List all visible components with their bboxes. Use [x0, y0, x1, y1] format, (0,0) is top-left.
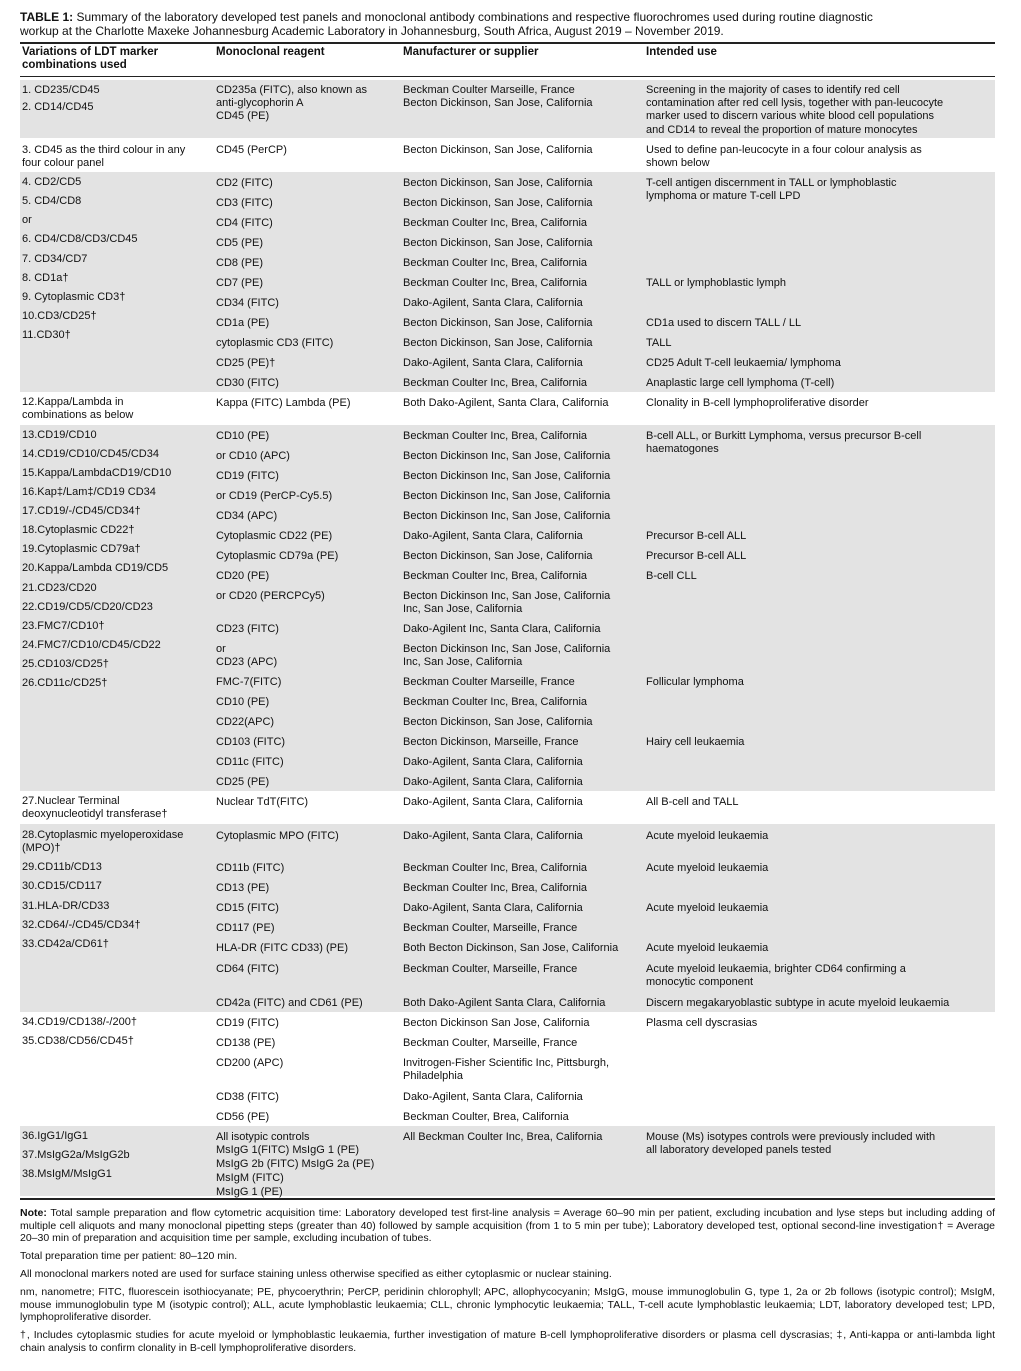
ldt-marker-combination-line: 30.CD15/CD117: [22, 880, 102, 892]
monoclonal-reagent-line: HLA-DR (FITC CD33) (PE): [216, 942, 349, 954]
ldt-marker-combination-line: 28.Cytoplasmic myeloperoxidase: [22, 829, 184, 841]
ldt-marker-combination-line: (MPO)†: [22, 842, 61, 854]
monoclonal-reagent-line: CD1a (PE): [216, 317, 270, 329]
intended-use-line: marker used to discern various white blood cell populations: [646, 110, 934, 122]
manufacturer-line: Becton Dickinson, San Jose, California: [403, 337, 593, 349]
monoclonal-reagent-line: CD34 (FITC): [216, 297, 279, 309]
manufacturer-line: Becton Dickinson, San Jose, California: [403, 716, 593, 728]
manufacturer-line: Becton Dickinson San Jose, California: [403, 1017, 590, 1029]
manufacturer-line: Dako-Agilent, Santa Clara, California: [403, 1091, 583, 1103]
ldt-marker-combination-line: 3. CD45 as the third colour in any: [22, 144, 186, 156]
ldt-marker-combination-line: 13.CD19/CD10: [22, 429, 97, 441]
monoclonal-reagent-line: CD30 (FITC): [216, 377, 279, 389]
manufacturer-line: Beckman Coulter, Marseille, France: [403, 963, 578, 975]
ldt-marker-combination-line: 4. CD2/CD5: [22, 176, 82, 188]
ldt-marker-combination-line: 14.CD19/CD10/CD45/CD34: [22, 448, 159, 460]
manufacturer-line: Beckman Coulter Inc, Brea, California: [403, 862, 588, 874]
header-rule: [20, 76, 995, 77]
manufacturer-line: Beckman Coulter Inc, Brea, California: [403, 257, 588, 269]
ldt-marker-combination-line: 26.CD11c/CD25†: [22, 677, 108, 689]
intended-use-line: Hairy cell leukaemia: [646, 736, 745, 748]
intended-use-line: Acute myeloid leukaemia, brighter CD64 confirming a: [646, 963, 906, 975]
ldt-marker-combination-line: 1. CD235/CD45: [22, 84, 100, 96]
intended-use-line: Screening in the majority of cases to identify red cell: [646, 84, 900, 96]
monoclonal-reagent-line: CD10 (PE): [216, 696, 270, 708]
manufacturer-line: Dako-Agilent, Santa Clara, California: [403, 830, 583, 842]
ldt-marker-combination-line: 18.Cytoplasmic CD22†: [22, 524, 135, 536]
manufacturer-line: Dako-Agilent, Santa Clara, California: [403, 902, 583, 914]
monoclonal-reagent-line: Nuclear TdT(FITC): [216, 796, 309, 808]
ldt-marker-combination-line: 22.CD19/CD5/CD20/CD23: [22, 601, 153, 613]
monoclonal-reagent-line: CD138 (PE): [216, 1037, 276, 1049]
monoclonal-reagent-line: FMC-7(FITC): [216, 676, 282, 688]
manufacturer-line: Dako-Agilent, Santa Clara, California: [403, 796, 583, 808]
manufacturer-line: Beckman Coulter, Brea, California: [403, 1111, 569, 1123]
intended-use-line: CD1a used to discern TALL / LL: [646, 317, 802, 329]
monoclonal-reagent-line: Kappa (FITC) Lambda (PE): [216, 397, 351, 409]
manufacturer-line: Becton Dickinson, San Jose, California: [403, 144, 593, 156]
manufacturer-line: Beckman Coulter Inc, Brea, California: [403, 377, 588, 389]
manufacturer-line: Dako-Agilent, Santa Clara, California: [403, 530, 583, 542]
manufacturer-line: Becton Dickinson Inc, San Jose, California: [403, 643, 611, 655]
manufacturer-line: Both Becton Dickinson, San Jose, California: [403, 942, 619, 954]
caption-line2: workup at the Charlotte Maxeke Johannesburg Academic Laboratory in Johannesburg, South Africa, August 2019 – November 2019.: [20, 24, 724, 38]
manufacturer-line: Becton Dickinson, San Jose, California: [403, 237, 593, 249]
monoclonal-reagent-line: CD103 (FITC): [216, 736, 286, 748]
surface-staining-note: All monoclonal markers noted are used for surface staining unless otherwise specified as either cytoplasmic or nuclear staining.: [20, 1268, 612, 1280]
monoclonal-reagent-line: or CD19 (PerCP-Cy5.5): [216, 490, 333, 502]
ldt-marker-combination-line: 7. CD34/CD7: [22, 253, 88, 265]
header-col4: Intended use: [646, 46, 717, 58]
monoclonal-reagent-line: CD42a (FITC) and CD61 (PE): [216, 997, 363, 1009]
ldt-marker-combination-line: four colour panel: [22, 157, 104, 169]
total-time-note: Total preparation time per patient: 80–120 min.: [20, 1250, 238, 1262]
ldt-marker-combination-line: 16.Kap‡/Lam‡/CD19 CD34: [22, 486, 156, 498]
monoclonal-reagent-line: Cytoplasmic CD79a (PE): [216, 550, 339, 562]
intended-use-line: Precursor B-cell ALL: [646, 530, 747, 542]
monoclonal-reagent-line: CD3 (FITC): [216, 197, 273, 209]
ldt-marker-combination-line: 15.Kappa/LambdaCD19/CD10: [22, 467, 172, 479]
monoclonal-reagent-line: CD23 (APC): [216, 656, 278, 668]
ldt-marker-combination-line: 34.CD19/CD138/-/200†: [22, 1016, 137, 1028]
monoclonal-reagent-line: CD8 (PE): [216, 257, 264, 269]
intended-use-line: All B-cell and TALL: [646, 796, 739, 808]
ldt-marker-combination-line: 10.CD3/CD25†: [22, 310, 97, 322]
ldt-marker-combination-line: 9. Cytoplasmic CD3†: [22, 291, 126, 303]
note-text: Total sample preparation and flow cytometric acquisition time: Laboratory developed test first-line analysis = Average 60–90 min per patient, excluding incubation and lyse steps but including adding of multiple cell aliquots and many monoclonal pipetting steps (greater than 40) followed by sample acquisition (from 1 to 5 min per tube); Laboratory developed test, optional second-line investigation† = Average 20–30 min of preparation and acquisition time per sample, excluding incubation of tubes.: [20, 1207, 995, 1244]
intended-use-line: CD25 Adult T-cell leukaemia/ lymphoma: [646, 357, 841, 369]
ldt-marker-combination-line: 11.CD30†: [22, 329, 71, 341]
intended-use-line: Acute myeloid leukaemia: [646, 862, 769, 874]
ldt-marker-combination-line: or: [22, 214, 32, 226]
monoclonal-reagent-line: All isotypic controls: [216, 1131, 310, 1143]
monoclonal-reagent-line: CD22(APC): [216, 716, 275, 728]
monoclonal-reagent-line: CD5 (PE): [216, 237, 264, 249]
ldt-marker-combination-line: 32.CD64/-/CD45/CD34†: [22, 919, 141, 931]
manufacturer-line: Dako-Agilent, Santa Clara, California: [403, 756, 583, 768]
manufacturer-line: Becton Dickinson Inc, San Jose, California: [403, 510, 611, 522]
monoclonal-reagent-line: or: [216, 643, 226, 655]
header-col2: Monoclonal reagent: [216, 46, 325, 58]
monoclonal-reagent-line: CD45 (PerCP): [216, 144, 287, 156]
ldt-marker-combination-line: 33.CD42a/CD61†: [22, 938, 109, 950]
ldt-marker-combination-line: 12.Kappa/Lambda in: [22, 396, 124, 408]
manufacturer-line: Dako-Agilent Inc, Santa Clara, California: [403, 623, 601, 635]
manufacturer-line: Becton Dickinson Inc, San Jose, California: [403, 470, 611, 482]
intended-use-line: Acute myeloid leukaemia: [646, 942, 769, 954]
intended-use-line: Follicular lymphoma: [646, 676, 744, 688]
manufacturer-line: Beckman Coulter Inc, Brea, California: [403, 696, 588, 708]
monoclonal-reagent-line: CD56 (PE): [216, 1111, 270, 1123]
ldt-marker-combination-line: 8. CD1a†: [22, 272, 69, 284]
intended-use-line: all laboratory developed panels tested: [646, 1144, 832, 1156]
monoclonal-reagent-line: or CD20 (PERCPCy5): [216, 590, 325, 602]
header-col1-line2: combinations used: [22, 59, 127, 71]
intended-use-line: monocytic component: [646, 976, 753, 988]
ldt-marker-combination-line: 6. CD4/CD8/CD3/CD45: [22, 233, 138, 245]
intended-use-line: and CD14 to reveal the proportion of mature monocytes: [646, 124, 918, 136]
ldt-marker-combination-line: 38.MsIgM/MsIgG1: [22, 1168, 112, 1180]
intended-use-line: Mouse (Ms) isotypes controls were previously included with: [646, 1131, 936, 1143]
note-label: Note:: [20, 1207, 47, 1219]
footnote-symbols: †, Includes cytoplasmic studies for acute myeloid or lymphoblastic leukaemia, further investigation of mature B-cell lymphoproliferative disorders or plasma cell dyscrasias; ‡, Anti-kappa or anti-lambda light chain analysis to confirm clonality in B-cell lymphoproliferative disorders.: [20, 1329, 995, 1354]
manufacturer-line: Inc, San Jose, California: [403, 603, 523, 615]
header-col1: [22, 46, 158, 72]
monoclonal-reagent-line: CD45 (PE): [216, 110, 270, 122]
monoclonal-reagent-line: CD7 (PE): [216, 277, 264, 289]
caption-label: TABLE 1:: [20, 10, 74, 24]
manufacturer-line: Beckman Coulter Inc, Brea, California: [403, 217, 588, 229]
ldt-marker-combination-line: 20.Kappa/Lambda CD19/CD5: [22, 562, 169, 574]
monoclonal-reagent-line: CD4 (FITC): [216, 217, 273, 229]
table-note: [20, 1207, 995, 1245]
monoclonal-reagent-line: cytoplasmic CD3 (FITC): [216, 337, 334, 349]
manufacturer-line: Beckman Coulter Marseille, France: [403, 84, 575, 96]
monoclonal-reagent-line: CD25 (PE)†: [216, 357, 276, 369]
intended-use-line: Plasma cell dyscrasias: [646, 1017, 758, 1029]
monoclonal-reagent-line: Cytoplasmic CD22 (PE): [216, 530, 333, 542]
manufacturer-line: Invitrogen-Fisher Scientific Inc, Pittsburgh,: [403, 1057, 610, 1069]
manufacturer-line: Inc, San Jose, California: [403, 656, 523, 668]
manufacturer-line: Becton Dickinson Inc, San Jose, California: [403, 490, 611, 502]
manufacturer-line: Beckman Coulter Inc, Brea, California: [403, 430, 588, 442]
bottom-rule: [20, 1198, 995, 1200]
intended-use-line: Acute myeloid leukaemia: [646, 902, 769, 914]
monoclonal-reagent-line: CD25 (PE): [216, 776, 270, 788]
manufacturer-line: Becton Dickinson, San Jose, California: [403, 177, 593, 189]
intended-use-line: Anaplastic large cell lymphoma (T-cell): [646, 377, 835, 389]
monoclonal-reagent-line: CD15 (FITC): [216, 902, 279, 914]
manufacturer-line: All Beckman Coulter Inc, Brea, California: [403, 1131, 603, 1143]
manufacturer-line: Beckman Coulter, Marseille, France: [403, 1037, 578, 1049]
intended-use-line: Precursor B-cell ALL: [646, 550, 747, 562]
monoclonal-reagent-line: CD235a (FITC), also known as: [216, 84, 367, 96]
monoclonal-reagent-line: MsIgG 1 (PE): [216, 1186, 283, 1198]
ldt-marker-combination-line: 21.CD23/CD20: [22, 582, 97, 594]
monoclonal-reagent-line: CD11b (FITC): [216, 862, 285, 874]
monoclonal-reagent-line: CD13 (PE): [216, 882, 270, 894]
manufacturer-line: Philadelphia: [403, 1070, 463, 1082]
ldt-marker-combination-line: 29.CD11b/CD13: [22, 861, 102, 873]
monoclonal-reagent-line: MsIgG 2b (FITC) MsIgG 2a (PE): [216, 1158, 375, 1170]
caption-line1: Summary of the laboratory developed test panels and monoclonal antibody combinations and respective fluorochromes used during routine diagnostic: [73, 10, 873, 24]
monoclonal-reagent-line: CD20 (PE): [216, 570, 270, 582]
manufacturer-line: Beckman Coulter Inc, Brea, California: [403, 882, 588, 894]
top-rule: [20, 42, 995, 44]
monoclonal-reagent-line: CD19 (FITC): [216, 470, 279, 482]
manufacturer-line: Dako-Agilent, Santa Clara, California: [403, 776, 583, 788]
table-caption: [20, 10, 995, 38]
manufacturer-line: Both Dako-Agilent Santa Clara, California: [403, 997, 606, 1009]
monoclonal-reagent-line: CD64 (FITC): [216, 963, 279, 975]
manufacturer-line: Beckman Coulter, Marseille, France: [403, 922, 578, 934]
intended-use-line: TALL or lymphoblastic lymph: [646, 277, 786, 289]
manufacturer-line: Beckman Coulter Marseille, France: [403, 676, 575, 688]
intended-use-line: Clonality in B-cell lymphoproliferative disorder: [646, 397, 869, 409]
intended-use-line: haematogones: [646, 443, 719, 455]
manufacturer-line: Becton Dickinson Inc, San Jose, California: [403, 450, 611, 462]
ldt-marker-combination-line: 37.MsIgG2a/MsIgG2b: [22, 1149, 130, 1161]
monoclonal-reagent-line: CD117 (PE): [216, 922, 275, 934]
monoclonal-reagent-line: or CD10 (APC): [216, 450, 290, 462]
intended-use-line: shown below: [646, 157, 710, 169]
manufacturer-line: Becton Dickinson Inc, San Jose, California: [403, 590, 611, 602]
intended-use-line: Discern megakaryoblastic subtype in acute myeloid leukaemia: [646, 997, 950, 1009]
ldt-marker-combination-line: 5. CD4/CD8: [22, 195, 82, 207]
monoclonal-reagent-line: MsIgM (FITC): [216, 1172, 284, 1184]
intended-use-line: contamination after red cell lysis, together with pan-leucocyte: [646, 97, 944, 109]
header-col3: Manufacturer or supplier: [403, 46, 539, 58]
ldt-marker-combination-line: 36.IgG1/IgG1: [22, 1130, 89, 1142]
monoclonal-reagent-line: anti-glycophorin A: [216, 97, 304, 109]
ldt-marker-combination-line: 24.FMC7/CD10/CD45/CD22: [22, 639, 161, 651]
ldt-marker-combination-line: combinations as below: [22, 409, 134, 421]
header-col1-line1: Variations of LDT marker: [22, 46, 159, 58]
manufacturer-line: Becton Dickinson, San Jose, California: [403, 197, 593, 209]
intended-use-line: B-cell CLL: [646, 570, 697, 582]
ldt-marker-combination-line: 27.Nuclear Terminal: [22, 795, 120, 807]
monoclonal-reagent-line: CD23 (FITC): [216, 623, 279, 635]
manufacturer-line: Both Dako-Agilent, Santa Clara, California: [403, 397, 609, 409]
monoclonal-reagent-line: CD200 (APC): [216, 1057, 284, 1069]
intended-use-line: Acute myeloid leukaemia: [646, 830, 769, 842]
ldt-marker-combination-line: 31.HLA-DR/CD33: [22, 900, 110, 912]
ldt-marker-combination-line: 2. CD14/CD45: [22, 101, 94, 113]
manufacturer-line: Becton Dickinson, San Jose, California: [403, 550, 593, 562]
ldt-marker-combination-line: 35.CD38/CD56/CD45†: [22, 1035, 134, 1047]
monoclonal-reagent-line: CD34 (APC): [216, 510, 278, 522]
monoclonal-reagent-line: CD38 (FITC): [216, 1091, 279, 1103]
intended-use-line: Used to define pan-leucocyte in a four colour analysis as: [646, 144, 922, 156]
intended-use-line: B-cell ALL, or Burkitt Lymphoma, versus precursor B-cell: [646, 430, 922, 442]
monoclonal-reagent-line: CD11c (FITC): [216, 756, 284, 768]
ldt-marker-combination-line: deoxynucleotidyl transferase†: [22, 808, 168, 820]
monoclonal-reagent-line: MsIgG 1(FITC) MsIgG 1 (PE): [216, 1144, 360, 1156]
manufacturer-line: Dako-Agilent, Santa Clara, California: [403, 357, 583, 369]
manufacturer-line: Becton Dickinson, San Jose, California: [403, 97, 593, 109]
manufacturer-line: Becton Dickinson, San Jose, California: [403, 317, 593, 329]
monoclonal-reagent-line: CD2 (FITC): [216, 177, 273, 189]
ldt-marker-combination-line: 25.CD103/CD25†: [22, 658, 109, 670]
ldt-marker-combination-line: 19.Cytoplasmic CD79a†: [22, 543, 141, 555]
manufacturer-line: Becton Dickinson, Marseille, France: [403, 736, 579, 748]
monoclonal-reagent-line: CD19 (FITC): [216, 1017, 279, 1029]
monoclonal-reagent-line: Cytoplasmic MPO (FITC): [216, 830, 339, 842]
monoclonal-reagent-line: CD10 (PE): [216, 430, 270, 442]
manufacturer-line: Beckman Coulter Inc, Brea, California: [403, 277, 588, 289]
manufacturer-line: Dako-Agilent, Santa Clara, California: [403, 297, 583, 309]
intended-use-line: T-cell antigen discernment in TALL or lymphoblastic: [646, 177, 897, 189]
ldt-marker-combination-line: 17.CD19/-/CD45/CD34†: [22, 505, 141, 517]
abbreviations-note: nm, nanometre; FITC, fluorescein isothiocyanate; PE, phycoerythrin; PerCP, peridinin chlorophyll; APC, allophycocyanin; MsIgG, mouse immunoglobulin G, type 1, 2a or 2b follows (isotypic control); MsIgM, mouse immunoglobulin type M (isotypic control); ALL, acute lymphoblastic leukaemia; CLL, chronic lymphocytic leukaemia; TALL, T-cell acute lymphoblastic leukaemia; LDT, laboratory developed test; LPD, lymphoproliferative disorder.: [20, 1286, 995, 1323]
manufacturer-line: Beckman Coulter Inc, Brea, California: [403, 570, 588, 582]
intended-use-line: lymphoma or mature T-cell LPD: [646, 190, 801, 202]
intended-use-line: TALL: [646, 337, 672, 349]
group-band-28-33: [20, 824, 995, 1012]
ldt-marker-combination-line: 23.FMC7/CD10†: [22, 620, 105, 632]
